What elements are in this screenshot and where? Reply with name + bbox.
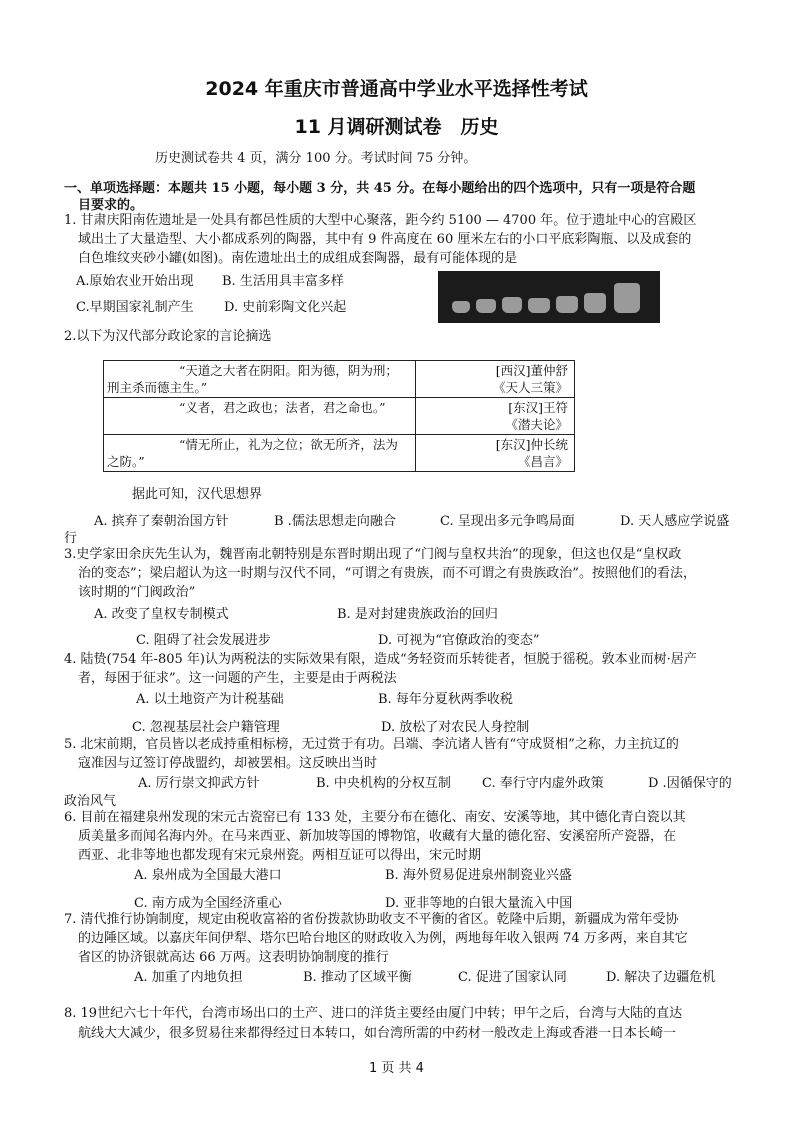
q4-option-b: B. 每年分夏秋两季收税 (378, 692, 513, 707)
q3-option-b: B. 是对封建贵族政治的回归 (337, 607, 498, 622)
page-number: 1 页 共 4 (369, 1061, 424, 1076)
q6-option-d: D. 亚非等地的白银大量流入中国 (385, 896, 573, 911)
section-heading-cont: 目要求的。 (78, 198, 144, 213)
q3-option-d: D. 可视为“官僚政治的变态” (378, 633, 540, 648)
q1-option-a: A.原始农业开始出现 (76, 274, 194, 289)
q8-stem-line2: 航线大大减少，很多贸易往来都得经过日本转口，如台湾所需的中药材一般改走上海或香港一日本长崎一 (78, 1026, 677, 1041)
q7-stem-line1: 7. 清代推行协饷制度，规定由税收富裕的省份拨款协助收支不平衡的省区。乾隆中后期，新疆成为常年受协 (64, 912, 679, 927)
quote-text: “义者，君之政也；法者，君之命也。” (179, 400, 386, 415)
quote-author: [西汉]董仲舒 (495, 363, 568, 378)
pottery-photo (438, 271, 660, 323)
q7-option-b: B. 推动了区域平衡 (303, 970, 412, 985)
q2-option-c: C. 呈现出多元争鸣局面 (440, 514, 575, 529)
q3-option-c: C. 阻碍了社会发展进步 (136, 633, 271, 648)
q1-option-d: D. 史前彩陶文化兴起 (224, 300, 347, 315)
quote-source: 《潜夫论》 (505, 417, 568, 432)
q3-option-a: A. 改变了皇权专制模式 (94, 607, 229, 622)
quote-text: “情无所止，礼为之位；欲无所齐，法为 (179, 437, 398, 452)
q2-option-b: B .儒法思想走向融合 (274, 514, 396, 529)
q5-stem-line2: 寇准因与辽签订停战盟约，却被罢相。这反映出当时 (78, 756, 378, 771)
q6-option-b: B. 海外贸易促进泉州制瓷业兴盛 (385, 868, 572, 883)
page-title: 2024 年重庆市普通高中学业水平选择性考试 (205, 78, 588, 100)
quote-text: 刑主杀而德主生。” (107, 380, 208, 395)
q1-option-c: C.早期国家礼制产生 (76, 300, 194, 315)
q5-option-c: C. 奉行守内虚外政策 (482, 776, 604, 791)
q6-stem-line1: 6. 目前在福建泉州发现的宋元古瓷窑已有 133 处，主要分布在德化、南安、安溪等地，其中德化青白瓷以其 (64, 810, 686, 825)
q4-stem-line2: 者，每困于征求”。这一问题的产生，主要是由于两税法 (78, 671, 397, 686)
q4-option-c: C. 忽视基层社会户籍管理 (132, 720, 280, 735)
q5-option-d: D .因循保守的 (648, 776, 732, 791)
quote-text: “天道之大者在阴阳。阳为德，阴为刑； (179, 363, 398, 378)
quotes-table (103, 360, 575, 472)
q7-option-c: C. 促进了国家认同 (458, 970, 567, 985)
q3-stem-line2: 治的变态”；梁启超认为这一时期与汉代不同，“可谓之有贵族，而不可谓之有贵族政治”。按照他们的看法， (78, 566, 696, 581)
q5-option-a: A. 厉行崇文抑武方针 (138, 776, 260, 791)
page-subtitle: 11 月调研测试卷 历史 (294, 116, 499, 138)
q5-option-b: B. 中央机构的分权互制 (316, 776, 451, 791)
q1-stem-line3: 白色堆纹夹砂小罐(如图)。南佐遗址出土的成组成套陶器，最有可能体现的是 (78, 251, 518, 266)
quote-text: 之防。” (107, 454, 145, 469)
q2-option-a: A. 摈弃了秦朝治国方针 (94, 514, 229, 529)
q1-option-b: B. 生活用具丰富多样 (222, 274, 344, 289)
q7-stem-line2: 的边陲区域。以嘉庆年间伊犁、塔尔巴哈台地区的财政收入为例，两地每年收入银两 74 万多两，来自其它 (78, 931, 688, 946)
q7-option-a: A. 加重了内地负担 (134, 970, 243, 985)
quote-source: 《昌言》 (517, 454, 568, 469)
quote-author: [东汉]王符 (508, 400, 568, 415)
table-row (104, 398, 575, 435)
q3-stem-line3: 该时期的“门阀政治” (78, 585, 196, 600)
table-row (104, 361, 575, 398)
q2-intro: 2.以下为汉代部分政论家的言论摘选 (64, 329, 272, 344)
quote-source: 《天人三策》 (492, 380, 568, 395)
q1-stem-line2: 域出土了大量造型、大小都成系列的陶器，其中有 9 件高度在 60 厘米左右的小口平底彩陶瓶、以及成套的 (78, 232, 692, 247)
q1-stem-line1: 1. 甘肃庆阳南佐遗址是一处具有都邑性质的大型中心聚落，距今约 5100 — 4700 年。位于遗址中心的宫殿区 (64, 213, 697, 228)
q3-stem-line1: 3.史学家田余庆先生认为，魏晋南北朝特别是东晋时期出现了“门阀与皇权共治”的现象，但这也仅是“皇权政 (64, 547, 682, 562)
q7-option-d: D. 解决了边疆危机 (606, 970, 716, 985)
q5-stem-line1: 5. 北宋前期，官员皆以老成持重相标榜，无过赏于有功。吕端、李沆诸人皆有“守成贤相”之称，力主抗辽的 (64, 737, 679, 752)
q2-stem: 据此可知，汉代思想界 (132, 487, 263, 502)
q6-option-c: C. 南方成为全国经济重心 (134, 896, 282, 911)
q6-stem-line2: 质美量多而闻名海内外。在马来西亚、新加坡等国的博物馆，收藏有大量的德化窑、安溪窑所产瓷器，在 (78, 829, 677, 844)
section-heading: 一、单项选择题：本题共 15 小题，每小题 3 分，共 45 分。在每小题给出的四个选项中，只有一项是符合题 (64, 181, 696, 196)
q5-option-d-cont: 政治风气 (64, 794, 117, 809)
q7-stem-line3: 省区的协济银就高达 66 万两。这表明协饷制度的推行 (78, 950, 389, 965)
table-row (104, 435, 575, 472)
q2-option-d-cont: 行 (64, 531, 78, 546)
q4-option-d: D. 放松了对农民人身控制 (381, 720, 530, 735)
q6-stem-line3: 西亚、北非等地也都发现有宋元泉州瓷。两相互证可以得出，宋元时期 (78, 848, 482, 863)
q2-option-d: D. 天人感应学说盛 (620, 514, 730, 529)
quote-author: [东汉]仲长统 (495, 437, 568, 452)
q4-stem-line1: 4. 陆贽(754 年-805 年)认为两税法的实际效果有限，造成“务轻资而乐转徙者，恒脱于徭税。敦本业而树·居产 (64, 652, 697, 667)
q8-stem-line1: 8. 19世纪六七十年代，台湾市场出口的土产、进口的洋货主要经由厦门中转；甲午之后，台湾与大陆的直达 (64, 1006, 683, 1021)
q4-option-a: A. 以土地资产为计税基础 (136, 692, 284, 707)
q6-option-a: A. 泉州成为全国最大港口 (134, 868, 282, 883)
exam-info: 历史测试卷共 4 页，满分 100 分。考试时间 75 分钟。 (155, 151, 477, 166)
